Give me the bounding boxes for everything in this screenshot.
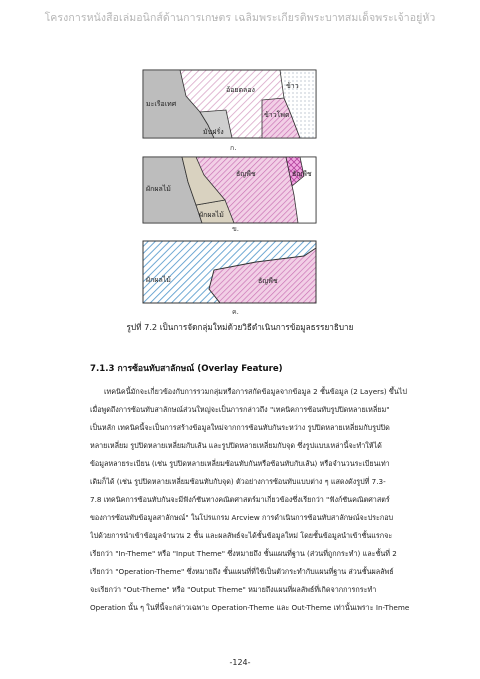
paragraph-line: จะเรียกว่า "Out-Theme" หรือ "Output Theme" หมายถึงแผนที่ผลลัพธ์ที่เกิดจากการกระทำ [90,585,377,594]
panel-c-label: ค. [232,308,239,316]
region-label-grain-2: ธัญพืช [292,170,312,178]
paragraph-line: เดิมก็ได้ (เช่น รูปปิดหลายเหลี่ยมซ้อนทับกับจุด) ตัวอย่างการซ้อนทับแบบต่าง ๆ แสดงดังรูปที่ 7.3- [90,477,386,486]
panel-a-map [143,70,316,152]
region-label-corn: ข้าวโพด [264,111,290,119]
paragraph-line: หลายเหลี่ยม รูปปิดหลายเหลี่ยมกับเส้น และรูปปิดหลายเหลี่ยมกับจุด ซึ่งรูปแบบเหล่านี้จะทำให้ได้ [90,441,382,450]
page-number: -124- [229,658,251,667]
paragraph-line: Operation นั้น ๆ ในที่นี้จะกล่าวเฉพาะ Operation-Theme และ Out-Theme เท่านั้นเพราะ In-Theme [90,603,410,612]
paragraph-line: 7.8 เทคนิคการซ้อนทับกันจะมีฟังก์ชันทางคณิตศาสตร์มาเกี่ยวข้องซึ่งเรียกว่า "ฟังก์ชันคณิตศาสตร์ [90,495,390,504]
figure-caption: รูปที่ 7.2 เป็นการจัดกลุ่มใหม่ด้วยวิธีดำเนินการข้อมูลธรรยาธิบาย [126,322,354,332]
region-label-potato: มันฝรั่ง [203,128,224,136]
panel-b-label: ข. [232,225,240,233]
paragraph-line: เมื่อพูดถึงการซ้อนทับสาลักษณ์ส่วนใหญ่จะเป็นการกล่าวถึง "เทคนิคการซ้อนทับรูปปิดหลายเหลี่ยม" [90,405,390,414]
panel-c-map [143,241,316,316]
paragraph-line: ข้อมูลหลายระเบียน (เช่น รูปปิดหลายเหลี่ยมซ้อนทับกันหรือซ้อนทับกับเส้น) หรือจำนวนระเบียนเท่า [90,459,390,468]
region-label-grain-1: ธัญพืช [236,170,256,178]
region-label-sugarcane: อ้อยตลอง [226,86,255,94]
paragraph-line: เทคนิคนี้มักจะเกี่ยวข้องกับการรวมกลุ่มหรือการสกัดข้อมูลจากข้อมูล 2 ชั้นข้อมูล (2 Layers) ขึ้นไป [104,387,407,396]
region-label-vegfruit-2: ผักผลไม้ [199,211,224,219]
overlay-figure [0,0,480,330]
panel-a-label: ก. [230,144,237,152]
section-title: 7.1.3 การซ้อนทับสาลักษณ์ (Overlay Feature) [90,364,283,374]
paragraph-line: ไปด้วยการนำเข้าข้อมูลจำนวน 2 ชั้น และผลลัพธ์จะได้ชั้นข้อมูลใหม่ โดยชั้นข้อมูลนำเข้าชั้นแรกจะ [90,531,393,540]
region-label-rice: ข้าว [286,82,299,90]
paragraph-line: เรียกว่า "Operation-Theme" ซึ่งหมายถึง ชั้นแผนที่ที่ใช้เป็นตัวกระทำกับแผนที่ฐาน ส่วนชั้นผลลัพธ์ [90,567,394,576]
paragraph-line: เป็นหลัก เทคนิคนี้จะเป็นการสร้างข้อมูลใหม่จากการซ้อนทับกันระหว่าง รูปปิดหลายเหลี่ยมกับรูปปิด [90,423,390,432]
paragraph-line: ของการซ้อนทับข้อมูลสาลักษณ์" ในโปรแกรม Arcview การดำเนินการซ้อนทับสาลักษณ์จะประกอบ [90,513,394,522]
running-header: โครงการหนังสือเล่มอนิกส์ด้านการเกษตร เฉลิมพระเกียรติพระบาทสมเด็จพระเจ้าอยู่หัว [44,12,436,24]
region-label-tomato: มะเรือเทศ [146,100,177,108]
panel-b-map [143,157,316,233]
region-label-grain-3: ธัญพืช [258,277,278,285]
region-label-vegfruit-1: ผักผลไม้ [146,185,171,193]
paragraph-line: เรียกว่า "In-Theme" หรือ "Input Theme" ซึ่งหมายถึง ชั้นแผนที่ฐาน (ส่วนที่ถูกกระทำ) และชั้นที่ 2 [90,549,397,558]
region-label-vegfruit-3: ผักผลไม้ [146,276,171,284]
